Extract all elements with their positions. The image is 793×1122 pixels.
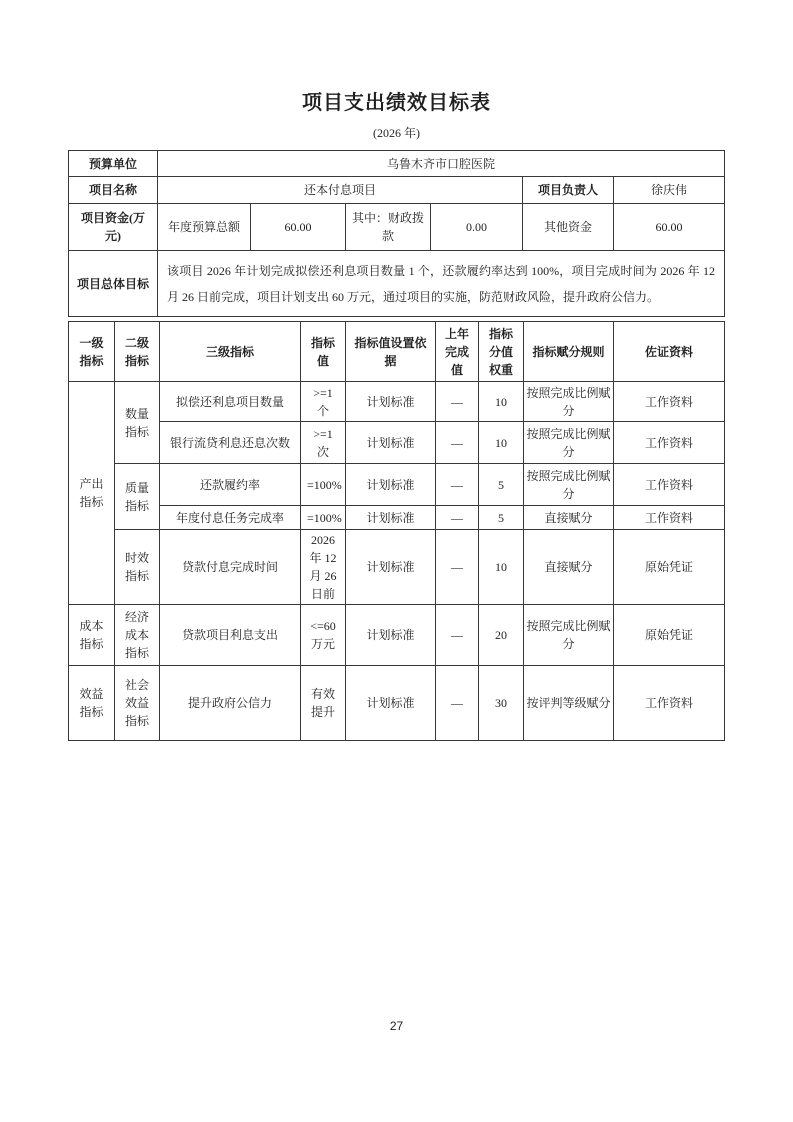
- project-leader-label: 项目负责人: [523, 177, 614, 204]
- project-info-table: [68, 150, 725, 317]
- header-level2: 二级指标: [115, 322, 160, 382]
- indicator-weight-cell: 30: [479, 666, 524, 741]
- level2-timeliness-cell: 时效指标: [115, 530, 160, 605]
- page-title: 项目支出绩效目标表: [302, 92, 491, 114]
- project-name-row: [69, 177, 725, 204]
- indicator-name-cell: 拟偿还利息项目数量: [160, 382, 301, 422]
- indicator-evidence-cell: 工作资料: [614, 506, 725, 530]
- indicator-evidence-cell: 原始凭证: [614, 530, 725, 605]
- indicator-table: [68, 321, 725, 741]
- fiscal-allocation-label: 其中：财政拨款: [346, 204, 431, 251]
- indicator-name-cell: 贷款付息完成时间: [160, 530, 301, 605]
- annual-budget-label: 年度预算总额: [158, 204, 251, 251]
- level2-economic-cost-cell: 经济成本指标: [115, 605, 160, 666]
- indicator-evidence-cell: 工作资料: [614, 666, 725, 741]
- indicator-basis-cell: 计划标准: [346, 530, 436, 605]
- indicator-name-cell: 提升政府公信力: [160, 666, 301, 741]
- page-subtitle: (2026 年): [373, 126, 420, 140]
- fiscal-allocation-value: 0.00: [431, 204, 523, 251]
- indicator-row: [69, 422, 725, 464]
- indicator-name-cell: 贷款项目利息支出: [160, 605, 301, 666]
- budget-unit-label: 预算单位: [69, 151, 158, 177]
- other-funds-label: 其他资金: [523, 204, 614, 251]
- indicator-rule-cell: 直接赋分: [524, 530, 614, 605]
- indicator-basis-cell: 计划标准: [346, 422, 436, 464]
- level2-social-benefit-cell: 社会效益指标: [115, 666, 160, 741]
- header-level3: 三级指标: [160, 322, 301, 382]
- indicator-rule-cell: 按照完成比例赋分: [524, 605, 614, 666]
- level2-quantity-cell: 数量指标: [115, 382, 160, 464]
- indicator-value-cell: =100%: [301, 506, 346, 530]
- overall-goal-row: [69, 251, 725, 317]
- overall-goal-label: 项目总体目标: [69, 251, 158, 317]
- project-name-label: 项目名称: [69, 177, 158, 204]
- indicator-prev-cell: —: [436, 605, 479, 666]
- indicator-name-cell: 还款履约率: [160, 464, 301, 506]
- indicator-row: [69, 530, 725, 605]
- header-scoring-rule: 指标赋分规则: [524, 322, 614, 382]
- indicator-weight-cell: 10: [479, 530, 524, 605]
- indicator-header-row: [69, 322, 725, 382]
- page-number: 27: [389, 1019, 404, 1033]
- indicator-value-cell: <=60 万元: [301, 605, 346, 666]
- project-funds-label: 项目资金(万元): [69, 204, 158, 251]
- indicator-value-cell: >=1 个: [301, 382, 346, 422]
- indicator-weight-cell: 20: [479, 605, 524, 666]
- indicator-rule-cell: 按照完成比例赋分: [524, 464, 614, 506]
- indicator-value-cell: 2026 年 12 月 26 日前: [301, 530, 346, 605]
- indicator-name-cell: 年度付息任务完成率: [160, 506, 301, 530]
- budget-unit-row: [69, 151, 725, 177]
- indicator-basis-cell: 计划标准: [346, 666, 436, 741]
- indicator-value-cell: >=1 次: [301, 422, 346, 464]
- indicator-prev-cell: —: [436, 382, 479, 422]
- indicator-row: [69, 464, 725, 506]
- budget-unit-value: 乌鲁木齐市口腔医院: [158, 151, 725, 177]
- indicator-rule-cell: 直接赋分: [524, 506, 614, 530]
- header-level1: 一级指标: [69, 322, 115, 382]
- indicator-rule-cell: 按评判等级赋分: [524, 666, 614, 741]
- indicator-prev-cell: —: [436, 464, 479, 506]
- indicator-row: [69, 666, 725, 741]
- indicator-prev-cell: —: [436, 666, 479, 741]
- indicator-basis-cell: 计划标准: [346, 605, 436, 666]
- indicator-evidence-cell: 工作资料: [614, 422, 725, 464]
- project-name-value: 还本付息项目: [158, 177, 523, 204]
- indicator-evidence-cell: 工作资料: [614, 382, 725, 422]
- header-weight: 指标分值权重: [479, 322, 524, 382]
- indicator-row: [69, 506, 725, 530]
- indicator-evidence-cell: 工作资料: [614, 464, 725, 506]
- indicator-basis-cell: 计划标准: [346, 506, 436, 530]
- indicator-name-cell: 银行流贷利息还息次数: [160, 422, 301, 464]
- header-basis: 指标值设置依据: [346, 322, 436, 382]
- project-funds-row: [69, 204, 725, 251]
- annual-budget-value: 60.00: [251, 204, 346, 251]
- indicator-prev-cell: —: [436, 422, 479, 464]
- indicator-weight-cell: 5: [479, 506, 524, 530]
- indicator-row: [69, 605, 725, 666]
- indicator-prev-cell: —: [436, 506, 479, 530]
- overall-goal-text: 该项目 2026 年计划完成拟偿还利息项目数量 1 个，还款履约率达到 100%，项目完成时间为 2026 年 12 月 26 日前完成，项目计划支出 60 万元，通过项目的实施，防范财政风险，提升政府公信力。: [158, 251, 725, 317]
- indicator-basis-cell: 计划标准: [346, 464, 436, 506]
- indicator-prev-cell: —: [436, 530, 479, 605]
- indicator-evidence-cell: 原始凭证: [614, 605, 725, 666]
- indicator-value-cell: 有效提升: [301, 666, 346, 741]
- indicator-basis-cell: 计划标准: [346, 382, 436, 422]
- indicator-weight-cell: 5: [479, 464, 524, 506]
- level1-cost-cell: 成本指标: [69, 605, 115, 666]
- header-value: 指标值: [301, 322, 346, 382]
- indicator-weight-cell: 10: [479, 382, 524, 422]
- level2-quality-cell: 质量指标: [115, 464, 160, 530]
- indicator-row: [69, 382, 725, 422]
- header-evidence: 佐证资料: [614, 322, 725, 382]
- indicator-rule-cell: 按照完成比例赋分: [524, 422, 614, 464]
- level1-benefit-cell: 效益指标: [69, 666, 115, 741]
- indicator-weight-cell: 10: [479, 422, 524, 464]
- indicator-rule-cell: 按照完成比例赋分: [524, 382, 614, 422]
- indicator-value-cell: =100%: [301, 464, 346, 506]
- project-leader-value: 徐庆伟: [614, 177, 725, 204]
- header-prev-year: 上年完成值: [436, 322, 479, 382]
- level1-output-cell: 产出指标: [69, 382, 115, 605]
- other-funds-value: 60.00: [614, 204, 725, 251]
